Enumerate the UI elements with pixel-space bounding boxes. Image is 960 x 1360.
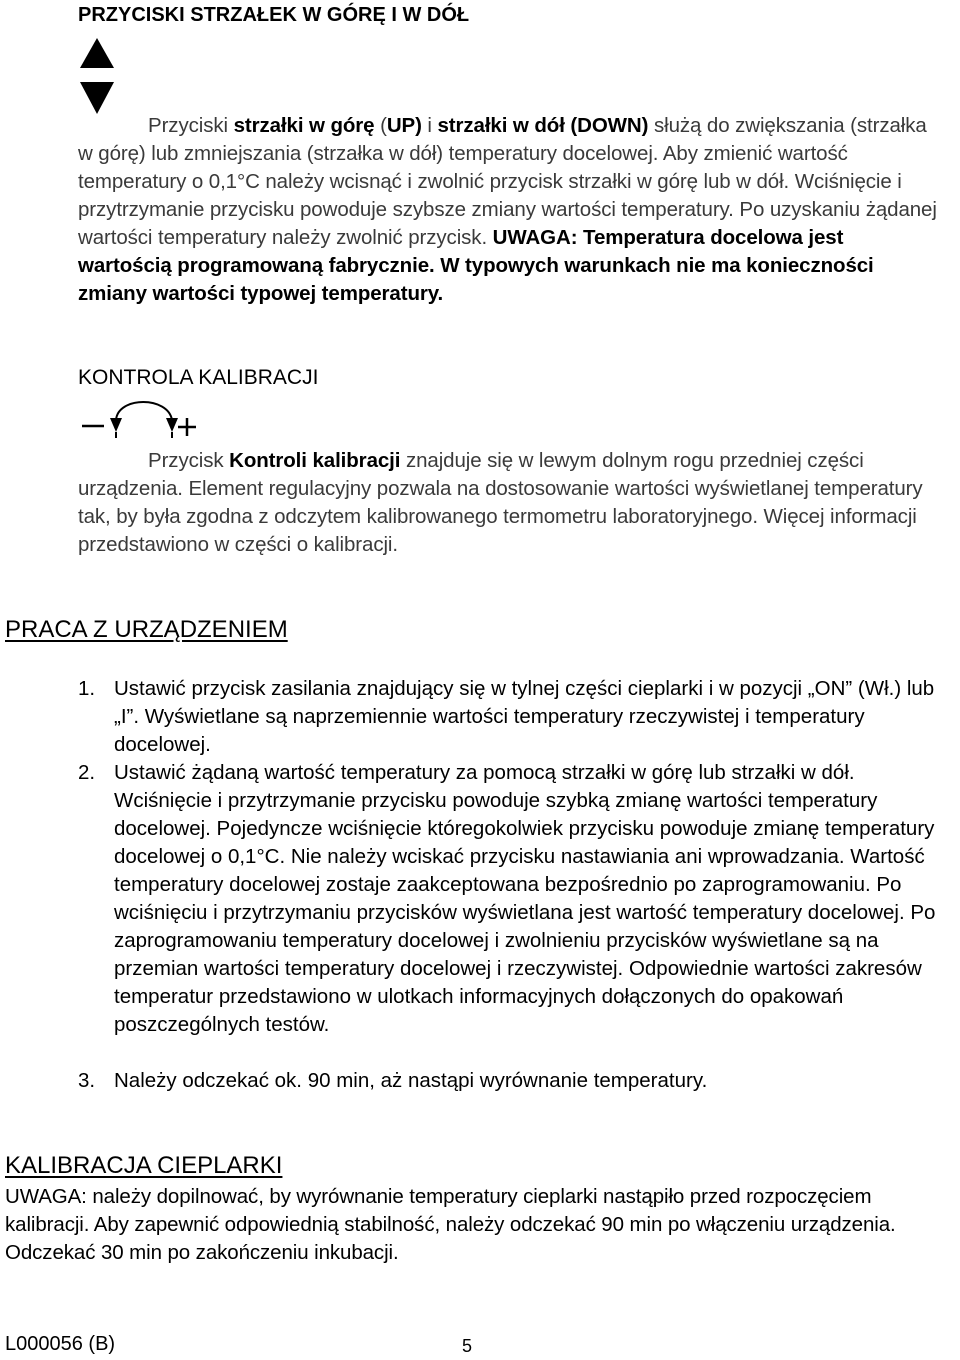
list-item (78, 759, 948, 1039)
section-title-operation: PRACA Z URZĄDZENIEM (5, 616, 288, 643)
incubator-calibration-paragraph: UWAGA: należy dopilnować, by wyrównanie temperatury cieplarki nastąpiło przed rozpoczęciem kalibracji. Aby zapewnić odpowiednią stabilność, należy odczekać 90 min po włączeniu urządzenia. Odczekać 30 min po zakończeniu inkubacji. (5, 1185, 896, 1264)
list-item-number: 3. (78, 1069, 96, 1092)
document-code: L000056 (B) (5, 1333, 116, 1355)
up-arrow-icon (80, 38, 114, 68)
calibration-adjust-icon (80, 398, 202, 440)
section-title-incubator-calibration: KALIBRACJA CIEPLARKI (5, 1152, 283, 1179)
list-item-number: 2. (78, 761, 96, 784)
list-item (78, 1067, 948, 1095)
arrow-icons (80, 38, 116, 116)
down-arrow-icon (80, 82, 114, 114)
page-number: 5 (462, 1336, 473, 1356)
list-item (78, 675, 948, 759)
list-item-number: 1. (78, 677, 96, 700)
calibration-control-paragraph: Przycisk Kontroli kalibracji znajduje się w lewym dolnym rogu przedniej części urządzenia. Element regulacyjny pozwala na dostosowanie wartości wyświetlanej temperatury tak, by była zgodna z odczytem kalibrowanego termometru laboratoryjnego. Więcej informacji przedstawiono w części o kalibracji. (78, 449, 923, 556)
section-title-arrow-buttons: PRZYCISKI STRZAŁEK W GÓRĘ I W DÓŁ (78, 4, 470, 26)
list-item-text: Należy odczekać ok. 90 min, aż nastąpi wyrównanie temperatury. (114, 1069, 708, 1092)
arrow-buttons-paragraph: Przyciski strzałki w górę (UP) i strzałki w dół (DOWN) służą do zwiększania (strzałka w górę) lub zmniejszania (strzałka w dół) temperatury docelowej. Aby zmienić wartość temperatury o 0,1°C należy wcisnąć i zwolnić przycisk strzałki w górę lub w dół. Wciśnięcie i przytrzymanie przycisku powoduje szybsze zmiany wartości temperatury. Po uzyskaniu żądanej wartości temperatury należy zwolnić przycisk. UWAGA: Temperatura docelowa jest wartością programowaną fabrycznie. W typowych warunkach nie ma konieczności zmiany wartości typowej temperatury. (78, 114, 937, 305)
section-title-calibration-control: KONTROLA KALIBRACJI (78, 366, 319, 389)
list-item-text: Ustawić żądaną wartość temperatury za pomocą strzałki w górę lub strzałki w dół. Wciśnięcie i przytrzymanie przycisku powoduje szybką zmianę wartości temperatury docelowej. Pojedyncze wciśnięcie któregokolwiek przycisku powoduje zmianę temperatury docelowej o 0,1°C. Nie należy wciskać przycisku nastawiania ani wprowadzania. Wartość temperatury docelowej zostaje zaakceptowana bezpośrednio po zaprogramowaniu. Po wciśnięciu i przytrzymaniu przycisków wyświetlana jest wartość temperatury docelowej. Po zaprogramowaniu temperatury docelowej i zwolnieniu przycisków wyświetlane są na przemian wartości temperatury docelowej i rzeczywistej. Odpowiednie wartości zakresów temperatur przedstawiono w ulotkach informacyjnych dołączonych do opakowań poszczególnych testów. (114, 761, 936, 1036)
list-item-text: Ustawić przycisk zasilania znajdujący się w tylnej części cieplarki i w pozycji „ON” (Wł.) lub „I”. Wyświetlane są naprzemiennie wartości temperatury rzeczywistej i temperatury docelowej. (114, 677, 935, 756)
